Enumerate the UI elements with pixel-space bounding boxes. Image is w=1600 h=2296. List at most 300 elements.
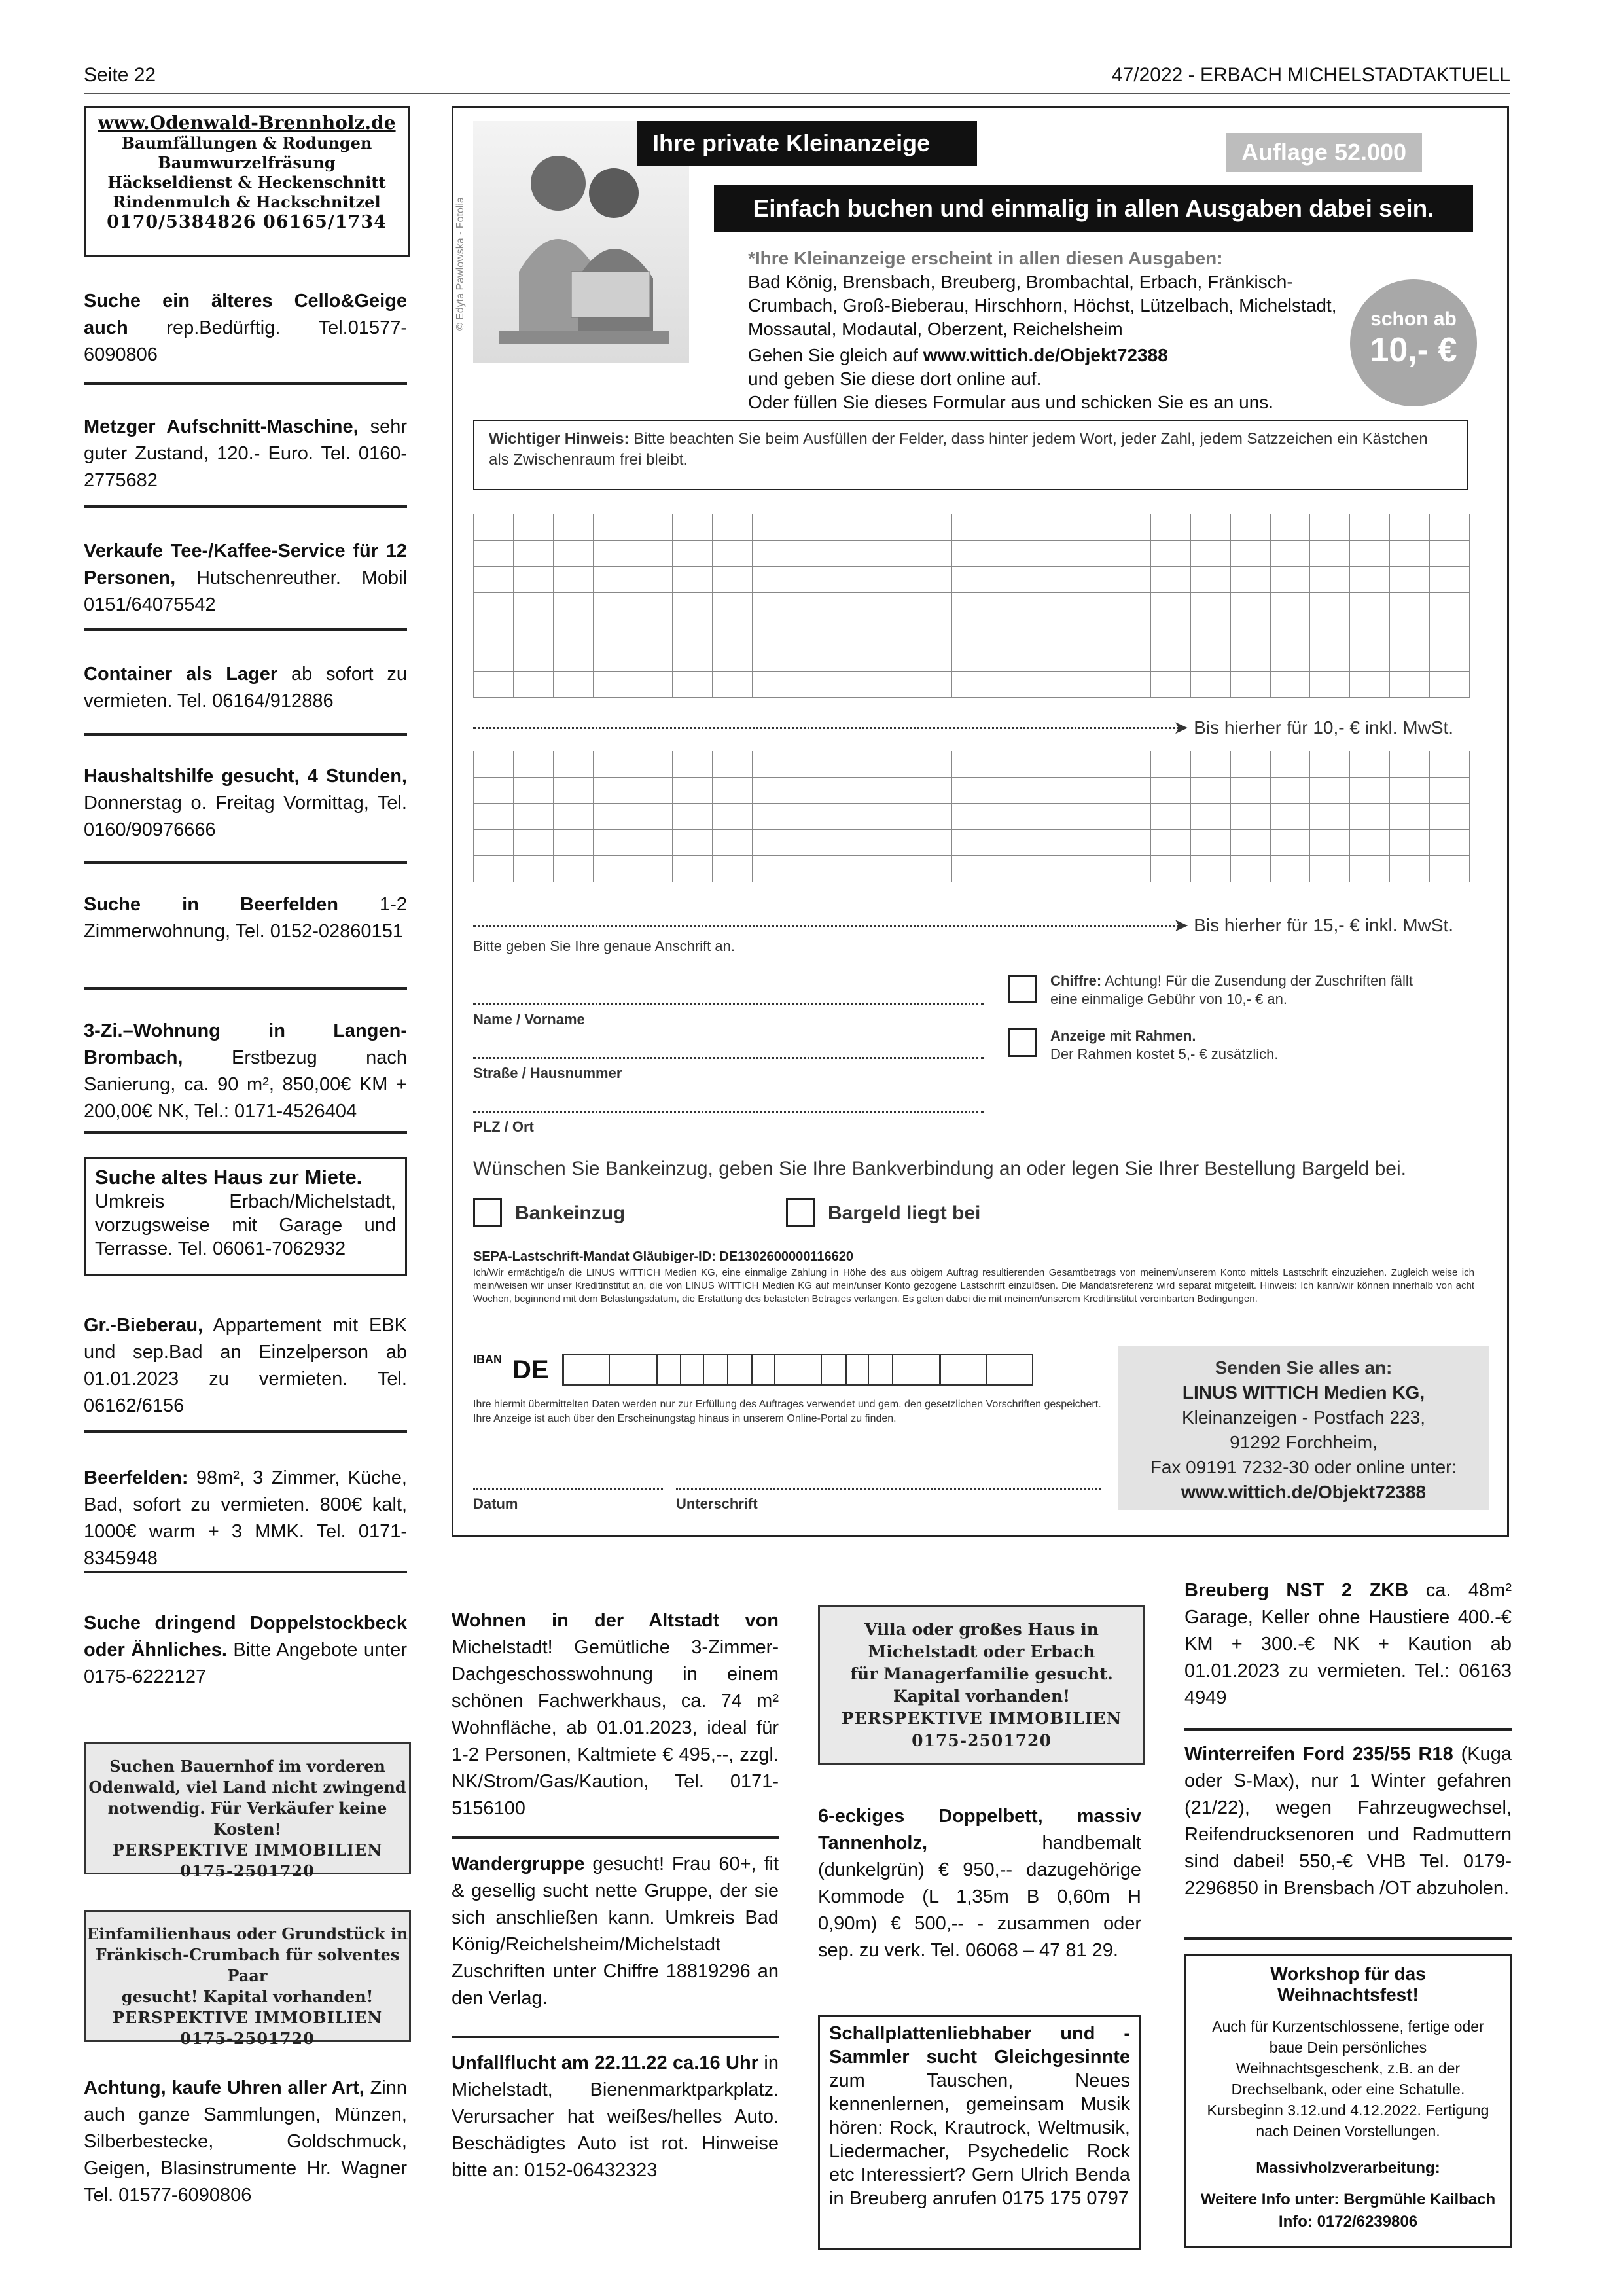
grid-cell[interactable]	[1191, 567, 1231, 593]
grid-cell[interactable]	[1111, 567, 1151, 593]
grid-cell[interactable]	[1350, 541, 1390, 567]
grid-cell[interactable]	[633, 593, 673, 619]
grid-cell[interactable]	[594, 672, 633, 698]
grid-cell[interactable]	[1310, 751, 1350, 778]
grid-cell[interactable]	[1231, 672, 1271, 698]
grid-cell[interactable]	[1390, 514, 1430, 541]
grid-cell[interactable]	[1031, 593, 1071, 619]
grid-cell[interactable]	[1151, 567, 1191, 593]
grid-cell[interactable]	[633, 514, 673, 541]
grid-cell[interactable]	[1191, 778, 1231, 804]
grid-cell[interactable]	[1191, 514, 1231, 541]
iban-digit-box[interactable]	[727, 1354, 751, 1386]
grid-cell[interactable]	[1031, 645, 1071, 672]
grid-cell[interactable]	[474, 672, 514, 698]
grid-cell[interactable]	[554, 514, 594, 541]
grid-cell[interactable]	[1231, 804, 1271, 830]
grid-cell[interactable]	[673, 541, 713, 567]
iban-digit-box[interactable]	[986, 1354, 1010, 1386]
grid-cell[interactable]	[1231, 619, 1271, 645]
grid-cell[interactable]	[832, 541, 872, 567]
grid-cell[interactable]	[1350, 856, 1390, 882]
grid-cell[interactable]	[832, 778, 872, 804]
grid-cell[interactable]	[594, 541, 633, 567]
grid-cell[interactable]	[1231, 645, 1271, 672]
grid-cell[interactable]	[753, 804, 792, 830]
grid-cell[interactable]	[474, 778, 514, 804]
grid-cell[interactable]	[1071, 593, 1111, 619]
grid-cell[interactable]	[474, 514, 514, 541]
grid-cell[interactable]	[594, 830, 633, 856]
grid-cell[interactable]	[1231, 830, 1271, 856]
iban-digit-box[interactable]	[1010, 1354, 1033, 1386]
grid-cell[interactable]	[753, 619, 792, 645]
grid-cell[interactable]	[792, 856, 832, 882]
grid-cell[interactable]	[872, 830, 912, 856]
iban-digit-box[interactable]	[868, 1354, 892, 1386]
grid-cell[interactable]	[1191, 804, 1231, 830]
grid-cell[interactable]	[792, 514, 832, 541]
grid-cell[interactable]	[514, 856, 554, 882]
grid-cell[interactable]	[1031, 672, 1071, 698]
grid-cell[interactable]	[753, 645, 792, 672]
grid-cell[interactable]	[633, 672, 673, 698]
iban-digit-box[interactable]	[963, 1354, 986, 1386]
grid-cell[interactable]	[673, 567, 713, 593]
grid-cell[interactable]	[713, 672, 753, 698]
grid-cell[interactable]	[1350, 830, 1390, 856]
grid-cell[interactable]	[1151, 778, 1191, 804]
grid-cell[interactable]	[1151, 645, 1191, 672]
grid-cell[interactable]	[1390, 593, 1430, 619]
grid-cell[interactable]	[1191, 751, 1231, 778]
grid-cell[interactable]	[633, 567, 673, 593]
grid-cell[interactable]	[554, 593, 594, 619]
grid-cell[interactable]	[952, 619, 992, 645]
grid-cell[interactable]	[1151, 804, 1191, 830]
grid-cell[interactable]	[912, 856, 952, 882]
grid-cell[interactable]	[1430, 778, 1470, 804]
grid-cell[interactable]	[1310, 672, 1350, 698]
grid-cell[interactable]	[474, 567, 514, 593]
grid-cell[interactable]	[1430, 856, 1470, 882]
grid-cell[interactable]	[1071, 672, 1111, 698]
grid-cell[interactable]	[952, 645, 992, 672]
grid-cell[interactable]	[991, 645, 1031, 672]
grid-cell[interactable]	[594, 645, 633, 672]
grid-cell[interactable]	[673, 804, 713, 830]
grid-cell[interactable]	[1151, 672, 1191, 698]
grid-cell[interactable]	[1111, 856, 1151, 882]
grid-cell[interactable]	[1430, 514, 1470, 541]
grid-cell[interactable]	[514, 804, 554, 830]
grid-cell[interactable]	[633, 619, 673, 645]
grid-cell[interactable]	[1191, 619, 1231, 645]
grid-cell[interactable]	[952, 804, 992, 830]
grid-cell[interactable]	[713, 541, 753, 567]
grid-cell[interactable]	[1111, 645, 1151, 672]
grid-cell[interactable]	[912, 830, 952, 856]
grid-cell[interactable]	[832, 830, 872, 856]
iban-digit-box[interactable]	[633, 1354, 656, 1386]
grid-cell[interactable]	[673, 514, 713, 541]
grid-cell[interactable]	[1151, 830, 1191, 856]
grid-cell[interactable]	[912, 672, 952, 698]
grid-cell[interactable]	[1271, 778, 1311, 804]
city-line[interactable]	[473, 1111, 984, 1113]
grid-cell[interactable]	[1111, 751, 1151, 778]
grid-cell[interactable]	[872, 804, 912, 830]
grid-cell[interactable]	[872, 541, 912, 567]
grid-cell[interactable]	[1151, 619, 1191, 645]
grid-cell[interactable]	[1390, 645, 1430, 672]
grid-cell[interactable]	[1231, 514, 1271, 541]
grid-cell[interactable]	[1350, 567, 1390, 593]
grid-cell[interactable]	[872, 514, 912, 541]
grid-cell[interactable]	[1231, 856, 1271, 882]
grid-cell[interactable]	[912, 778, 952, 804]
grid-cell[interactable]	[1031, 804, 1071, 830]
grid-cell[interactable]	[1430, 830, 1470, 856]
name-line[interactable]	[473, 1003, 984, 1005]
grid-cell[interactable]	[991, 514, 1031, 541]
grid-cell[interactable]	[792, 645, 832, 672]
grid-cell[interactable]	[952, 830, 992, 856]
grid-cell[interactable]	[1430, 541, 1470, 567]
grid-cell[interactable]	[474, 830, 514, 856]
grid-cell[interactable]	[673, 645, 713, 672]
grid-cell[interactable]	[952, 514, 992, 541]
grid-cell[interactable]	[1151, 593, 1191, 619]
grid-cell[interactable]	[1390, 751, 1430, 778]
grid-cell[interactable]	[1191, 541, 1231, 567]
grid-cell[interactable]	[912, 593, 952, 619]
grid-cell[interactable]	[514, 541, 554, 567]
grid-cell[interactable]	[713, 778, 753, 804]
online-url[interactable]: www.wittich.de/Objekt72388	[923, 345, 1168, 365]
grid-cell[interactable]	[991, 619, 1031, 645]
grid-cell[interactable]	[514, 830, 554, 856]
grid-cell[interactable]	[912, 804, 952, 830]
grid-cell[interactable]	[474, 541, 514, 567]
grid-cell[interactable]	[872, 778, 912, 804]
text-grid-10[interactable]	[473, 514, 1470, 698]
grid-cell[interactable]	[514, 619, 554, 645]
grid-cell[interactable]	[514, 751, 554, 778]
grid-cell[interactable]	[1071, 778, 1111, 804]
grid-cell[interactable]	[633, 830, 673, 856]
grid-cell[interactable]	[912, 514, 952, 541]
grid-cell[interactable]	[554, 567, 594, 593]
grid-cell[interactable]	[1350, 778, 1390, 804]
grid-cell[interactable]	[673, 830, 713, 856]
grid-cell[interactable]	[514, 645, 554, 672]
grid-cell[interactable]	[1071, 541, 1111, 567]
grid-cell[interactable]	[753, 856, 792, 882]
grid-cell[interactable]	[1350, 751, 1390, 778]
grid-cell[interactable]	[952, 856, 992, 882]
grid-cell[interactable]	[832, 856, 872, 882]
grid-cell[interactable]	[1271, 619, 1311, 645]
iban-digit-box[interactable]	[821, 1354, 845, 1386]
grid-cell[interactable]	[1350, 672, 1390, 698]
grid-cell[interactable]	[1071, 830, 1111, 856]
grid-cell[interactable]	[1151, 541, 1191, 567]
grid-cell[interactable]	[912, 645, 952, 672]
grid-cell[interactable]	[872, 567, 912, 593]
grid-cell[interactable]	[1310, 778, 1350, 804]
grid-cell[interactable]	[474, 593, 514, 619]
grid-cell[interactable]	[832, 619, 872, 645]
grid-cell[interactable]	[753, 830, 792, 856]
grid-cell[interactable]	[554, 830, 594, 856]
grid-cell[interactable]	[991, 593, 1031, 619]
grid-cell[interactable]	[1031, 751, 1071, 778]
grid-cell[interactable]	[1191, 593, 1231, 619]
grid-cell[interactable]	[1350, 804, 1390, 830]
grid-cell[interactable]	[1191, 672, 1231, 698]
grid-cell[interactable]	[1271, 645, 1311, 672]
grid-cell[interactable]	[991, 804, 1031, 830]
grid-cell[interactable]	[1310, 514, 1350, 541]
grid-cell[interactable]	[1111, 778, 1151, 804]
grid-cell[interactable]	[1271, 856, 1311, 882]
grid-cell[interactable]	[1390, 778, 1430, 804]
grid-cell[interactable]	[713, 619, 753, 645]
grid-cell[interactable]	[673, 856, 713, 882]
grid-cell[interactable]	[792, 778, 832, 804]
grid-cell[interactable]	[1151, 856, 1191, 882]
grid-cell[interactable]	[1390, 856, 1430, 882]
grid-cell[interactable]	[1031, 856, 1071, 882]
grid-cell[interactable]	[1350, 593, 1390, 619]
grid-cell[interactable]	[991, 672, 1031, 698]
grid-cell[interactable]	[1111, 619, 1151, 645]
grid-cell[interactable]	[1031, 541, 1071, 567]
grid-cell[interactable]	[554, 541, 594, 567]
grid-cell[interactable]	[594, 856, 633, 882]
iban-digit-box[interactable]	[916, 1354, 939, 1386]
grid-cell[interactable]	[554, 619, 594, 645]
grid-cell[interactable]	[633, 856, 673, 882]
grid-cell[interactable]	[991, 830, 1031, 856]
grid-cell[interactable]	[1031, 514, 1071, 541]
grid-cell[interactable]	[673, 778, 713, 804]
grid-cell[interactable]	[1271, 541, 1311, 567]
grid-cell[interactable]	[753, 541, 792, 567]
grid-cell[interactable]	[1031, 778, 1071, 804]
grid-cell[interactable]	[872, 672, 912, 698]
grid-cell[interactable]	[753, 567, 792, 593]
grid-cell[interactable]	[991, 751, 1031, 778]
grid-cell[interactable]	[1111, 830, 1151, 856]
send-url[interactable]: www.wittich.de/Objekt72388	[1181, 1482, 1426, 1502]
grid-cell[interactable]	[1111, 514, 1151, 541]
iban-digit-box[interactable]	[609, 1354, 633, 1386]
grid-cell[interactable]	[554, 751, 594, 778]
grid-cell[interactable]	[1310, 856, 1350, 882]
iban-digit-box[interactable]	[680, 1354, 703, 1386]
grid-cell[interactable]	[633, 541, 673, 567]
grid-cell[interactable]	[912, 751, 952, 778]
grid-cell[interactable]	[1430, 645, 1470, 672]
grid-cell[interactable]	[1271, 830, 1311, 856]
grid-cell[interactable]	[1430, 672, 1470, 698]
grid-cell[interactable]	[594, 593, 633, 619]
grid-cell[interactable]	[991, 567, 1031, 593]
grid-cell[interactable]	[1350, 619, 1390, 645]
grid-cell[interactable]	[673, 672, 713, 698]
grid-cell[interactable]	[633, 645, 673, 672]
grid-cell[interactable]	[952, 778, 992, 804]
grid-cell[interactable]	[1310, 541, 1350, 567]
iban-field[interactable]	[562, 1354, 1033, 1386]
grid-cell[interactable]	[832, 593, 872, 619]
grid-cell[interactable]	[1271, 751, 1311, 778]
grid-cell[interactable]	[673, 619, 713, 645]
grid-cell[interactable]	[792, 593, 832, 619]
grid-cell[interactable]	[753, 751, 792, 778]
grid-cell[interactable]	[713, 830, 753, 856]
grid-cell[interactable]	[1111, 593, 1151, 619]
grid-cell[interactable]	[594, 514, 633, 541]
grid-cell[interactable]	[713, 804, 753, 830]
grid-cell[interactable]	[952, 541, 992, 567]
grid-cell[interactable]	[1111, 541, 1151, 567]
grid-cell[interactable]	[753, 672, 792, 698]
grid-cell[interactable]	[1231, 593, 1271, 619]
grid-cell[interactable]	[1071, 619, 1111, 645]
grid-cell[interactable]	[832, 567, 872, 593]
grid-cell[interactable]	[1390, 541, 1430, 567]
grid-cell[interactable]	[753, 593, 792, 619]
grid-cell[interactable]	[1071, 567, 1111, 593]
grid-cell[interactable]	[753, 778, 792, 804]
grid-cell[interactable]	[792, 541, 832, 567]
grid-cell[interactable]	[474, 751, 514, 778]
grid-cell[interactable]	[1390, 830, 1430, 856]
grid-cell[interactable]	[1350, 514, 1390, 541]
grid-cell[interactable]	[1231, 778, 1271, 804]
grid-cell[interactable]	[594, 619, 633, 645]
grid-cell[interactable]	[1350, 645, 1390, 672]
grid-cell[interactable]	[594, 567, 633, 593]
grid-cell[interactable]	[792, 751, 832, 778]
grid-cell[interactable]	[1390, 567, 1430, 593]
street-line[interactable]	[473, 1057, 984, 1059]
grid-cell[interactable]	[633, 778, 673, 804]
grid-cell[interactable]	[713, 856, 753, 882]
iban-digit-box[interactable]	[892, 1354, 916, 1386]
bankeinzug-checkbox[interactable]	[473, 1198, 502, 1227]
grid-cell[interactable]	[1271, 672, 1311, 698]
grid-cell[interactable]	[594, 804, 633, 830]
iban-digit-box[interactable]	[774, 1354, 798, 1386]
grid-cell[interactable]	[633, 751, 673, 778]
grid-cell[interactable]	[673, 593, 713, 619]
grid-cell[interactable]	[792, 619, 832, 645]
grid-cell[interactable]	[1390, 804, 1430, 830]
grid-cell[interactable]	[952, 672, 992, 698]
grid-cell[interactable]	[1390, 619, 1430, 645]
grid-cell[interactable]	[912, 567, 952, 593]
grid-cell[interactable]	[1111, 672, 1151, 698]
grid-cell[interactable]	[1031, 567, 1071, 593]
grid-cell[interactable]	[1231, 567, 1271, 593]
grid-cell[interactable]	[474, 645, 514, 672]
grid-cell[interactable]	[952, 751, 992, 778]
grid-cell[interactable]	[1231, 751, 1271, 778]
grid-cell[interactable]	[1191, 830, 1231, 856]
grid-cell[interactable]	[792, 830, 832, 856]
grid-cell[interactable]	[991, 856, 1031, 882]
grid-cell[interactable]	[554, 778, 594, 804]
grid-cell[interactable]	[912, 619, 952, 645]
grid-cell[interactable]	[514, 593, 554, 619]
text-grid-15[interactable]	[473, 751, 1470, 882]
grid-cell[interactable]	[713, 593, 753, 619]
grid-cell[interactable]	[474, 856, 514, 882]
grid-cell[interactable]	[792, 672, 832, 698]
grid-cell[interactable]	[792, 567, 832, 593]
grid-cell[interactable]	[1151, 514, 1191, 541]
grid-cell[interactable]	[1071, 645, 1111, 672]
grid-cell[interactable]	[1191, 645, 1231, 672]
chiffre-checkbox[interactable]	[1008, 975, 1037, 1003]
grid-cell[interactable]	[872, 593, 912, 619]
grid-cell[interactable]	[1071, 751, 1111, 778]
grid-cell[interactable]	[1310, 804, 1350, 830]
grid-cell[interactable]	[832, 645, 872, 672]
grid-cell[interactable]	[753, 514, 792, 541]
grid-cell[interactable]	[1071, 856, 1111, 882]
grid-cell[interactable]	[1430, 567, 1470, 593]
grid-cell[interactable]	[673, 751, 713, 778]
grid-cell[interactable]	[514, 514, 554, 541]
grid-cell[interactable]	[1031, 619, 1071, 645]
signature-line[interactable]	[676, 1488, 1101, 1490]
grid-cell[interactable]	[1430, 593, 1470, 619]
grid-cell[interactable]	[912, 541, 952, 567]
grid-cell[interactable]	[1151, 751, 1191, 778]
grid-cell[interactable]	[1430, 619, 1470, 645]
grid-cell[interactable]	[1430, 804, 1470, 830]
grid-cell[interactable]	[952, 567, 992, 593]
grid-cell[interactable]	[991, 778, 1031, 804]
grid-cell[interactable]	[872, 751, 912, 778]
grid-cell[interactable]	[474, 804, 514, 830]
grid-cell[interactable]	[1071, 514, 1111, 541]
grid-cell[interactable]	[1310, 593, 1350, 619]
grid-cell[interactable]	[554, 672, 594, 698]
grid-cell[interactable]	[1310, 567, 1350, 593]
iban-digit-box[interactable]	[562, 1354, 586, 1386]
grid-cell[interactable]	[872, 856, 912, 882]
grid-cell[interactable]	[872, 619, 912, 645]
grid-cell[interactable]	[1310, 619, 1350, 645]
bargeld-checkbox[interactable]	[786, 1198, 815, 1227]
grid-cell[interactable]	[1271, 567, 1311, 593]
grid-cell[interactable]	[713, 645, 753, 672]
grid-cell[interactable]	[1111, 804, 1151, 830]
grid-cell[interactable]	[514, 672, 554, 698]
grid-cell[interactable]	[832, 751, 872, 778]
grid-cell[interactable]	[832, 804, 872, 830]
grid-cell[interactable]	[554, 804, 594, 830]
iban-digit-box[interactable]	[751, 1354, 774, 1386]
grid-cell[interactable]	[713, 567, 753, 593]
grid-cell[interactable]	[554, 645, 594, 672]
